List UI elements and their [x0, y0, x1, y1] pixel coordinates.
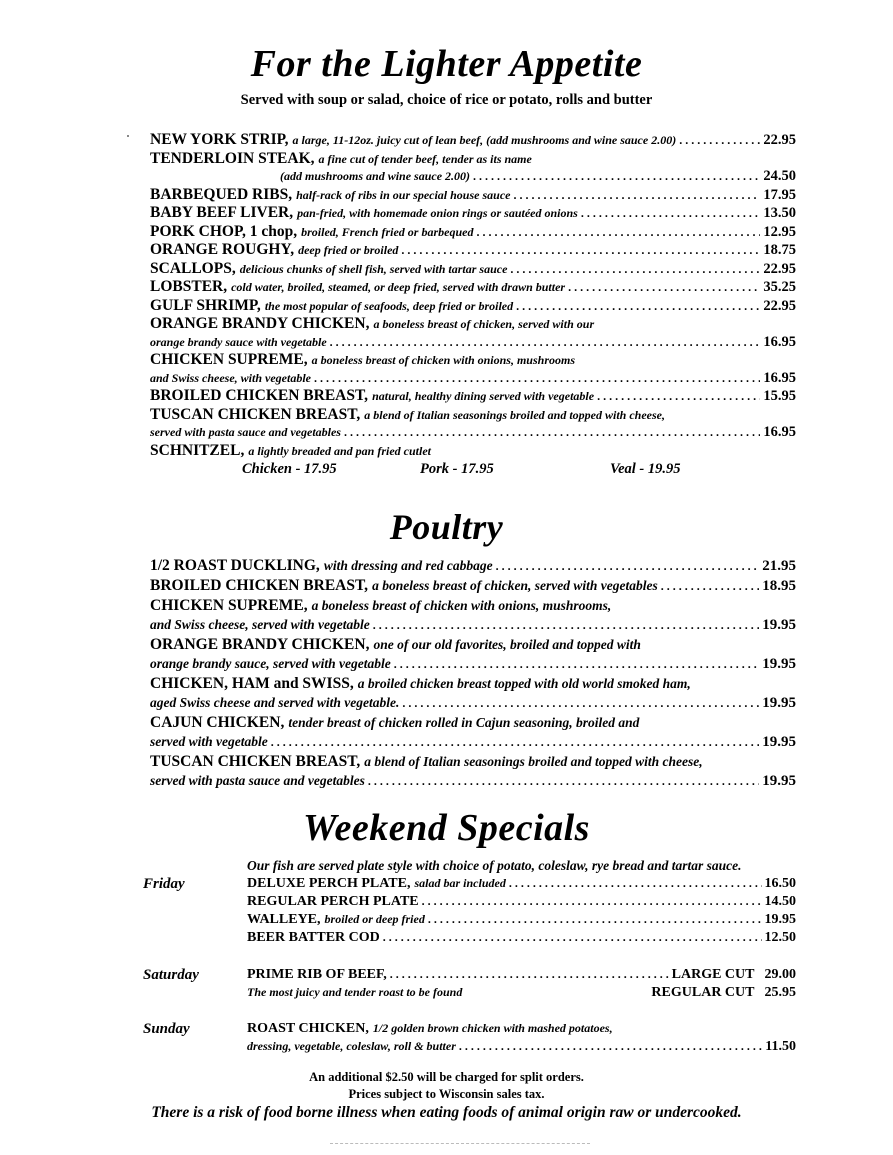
item-price: 22.95: [763, 297, 796, 314]
saturday-specials: [140, 967, 796, 1003]
menu-item: [150, 131, 796, 150]
size-label-regular: REGULAR CUT: [651, 985, 755, 1000]
item-price: 18.95: [762, 578, 796, 594]
item-name: CAJUN CHICKEN,: [150, 714, 285, 731]
item-price: 19.95: [762, 734, 796, 750]
item-name: DELUXE PERCH PLATE,: [247, 876, 411, 891]
leader-dots: [314, 370, 760, 388]
item-desc-cont: orange brandy sauce, served with vegetable: [150, 656, 391, 671]
menu-item-cont: [150, 771, 796, 791]
menu-item: [150, 635, 796, 654]
item-desc: a large, 11-12oz. juicy cut of lean beef, (add mushrooms and wine sauce 2.00): [292, 133, 677, 147]
item-name: BEER BATTER COD: [247, 930, 380, 945]
sunday-specials: [140, 1021, 796, 1057]
day-label-saturday: Saturday: [143, 967, 199, 983]
item-name: ORANGE BRANDY CHICKEN,: [150, 636, 370, 653]
item-price: 17.95: [763, 186, 796, 203]
food-risk-warning: There is a risk of food borne illness when eating foods of animal origin raw or undercooked.: [151, 1104, 742, 1121]
bottom-rule: [330, 1143, 590, 1144]
item-name: NEW YORK STRIP,: [150, 131, 289, 148]
item-name: BROILED CHICKEN BREAST,: [150, 387, 369, 404]
tax-note: Prices subject to Wisconsin sales tax.: [348, 1087, 545, 1101]
item-price-large: 29.00: [764, 967, 796, 982]
menu-item: [150, 674, 796, 693]
menu-item-cont: [150, 424, 796, 442]
size-label-large: LARGE CUT: [671, 967, 755, 982]
menu-item-cont: [150, 693, 796, 713]
menu-item: [150, 387, 796, 406]
leader-dots: [344, 424, 760, 442]
item-price: 16.95: [763, 424, 796, 440]
menu-item-schnitzel: [150, 442, 796, 461]
leader-dots: [510, 261, 760, 279]
item-name: ORANGE ROUGHY,: [150, 241, 295, 258]
item-desc: with dressing and red cabbage: [323, 558, 493, 573]
item-desc: The most juicy and tender roast to be found: [247, 985, 463, 999]
leader-dots: [476, 224, 760, 242]
menu-item: [150, 406, 796, 425]
item-price: 19.95: [762, 695, 796, 711]
item-price: 35.25: [763, 279, 796, 295]
item-price: 16.95: [763, 369, 796, 386]
section-title-poultry: Poultry: [389, 507, 504, 547]
special-row: [140, 1021, 796, 1039]
item-desc: a fine cut of tender beef, tender as its name: [318, 151, 532, 166]
item-name: BABY BEEF LIVER,: [150, 204, 294, 221]
menu-item: [150, 576, 796, 596]
item-price: 22.95: [763, 132, 796, 148]
item-desc: 1/2 golden brown chicken with mashed potatoes,: [372, 1021, 613, 1035]
day-label-sunday: Sunday: [143, 1021, 190, 1037]
item-name: PRIME RIB OF BEEF,: [247, 967, 387, 982]
item-name: TUSCAN CHICKEN BREAST,: [150, 405, 361, 423]
item-name: SCHNITZEL,: [150, 441, 245, 459]
leader-dots: [516, 298, 760, 316]
item-desc: the most popular of seafoods, deep fried or broiled: [264, 298, 514, 313]
special-row: [140, 912, 796, 930]
menu-item: [150, 752, 796, 771]
leader-dots: [568, 279, 760, 297]
leader-dots: [513, 187, 760, 205]
item-price-regular: 25.95: [764, 985, 796, 1000]
item-price: 19.95: [762, 773, 796, 789]
variant-pork: Pork - 17.95: [420, 461, 494, 477]
item-price: 12.95: [763, 223, 796, 240]
item-price: 13.50: [763, 205, 796, 221]
leader-dots: [394, 655, 760, 674]
menu-item: [150, 278, 796, 297]
item-name: LOBSTER,: [150, 278, 228, 295]
item-price: 16.95: [763, 333, 796, 350]
menu-item: [150, 186, 796, 205]
item-price: 15.95: [763, 388, 796, 404]
item-price: 19.95: [762, 656, 796, 672]
menu-item: [150, 223, 796, 242]
leader-dots: [473, 168, 760, 186]
menu-item: [150, 315, 796, 334]
item-name: ROAST CHICKEN,: [247, 1021, 369, 1036]
schnitzel-variants: [150, 460, 796, 478]
item-desc: a broiled chicken breast topped with old world smoked ham,: [357, 676, 691, 691]
item-name: CHICKEN SUPREME,: [150, 597, 308, 614]
item-name: REGULAR PERCH PLATE: [247, 894, 419, 909]
special-row: [140, 985, 796, 1003]
item-desc: natural, healthy dining served with vegetable: [372, 389, 595, 403]
item-name: BROILED CHICKEN BREAST,: [150, 577, 369, 594]
leader-dots: [373, 616, 760, 635]
variant-veal: Veal - 19.95: [610, 461, 681, 477]
item-desc-cont: orange brandy sauce with vegetable: [150, 334, 327, 349]
menu-item: [150, 556, 796, 576]
item-desc: pan-fried, with homemade onion rings or sautéed onions: [297, 206, 578, 220]
split-order-note: An additional $2.50 will be charged for split orders.: [309, 1070, 584, 1084]
item-desc: one of our old favorites, broiled and topped with: [373, 637, 641, 652]
item-desc: broiled or deep fried: [324, 912, 425, 926]
menu-item: [150, 150, 796, 169]
item-name: GULF SHRIMP,: [150, 296, 261, 314]
special-row: [140, 1039, 796, 1057]
item-desc: a boneless breast of chicken with onions, mushrooms: [311, 353, 575, 367]
item-price: 19.95: [764, 912, 796, 927]
leader-dots: [368, 772, 759, 791]
leader-dots: [383, 930, 762, 945]
special-row: [140, 967, 796, 985]
item-desc-cont: aged Swiss cheese and served with vegetable.: [150, 695, 400, 710]
weekend-intro: Our fish are served plate style with choice of potato, coleslaw, rye bread and tartar sauce.: [247, 858, 742, 873]
leader-dots: [459, 1039, 762, 1054]
item-desc-cont: and Swiss cheese, with vegetable: [150, 370, 311, 385]
friday-specials: [140, 876, 796, 948]
item-price: 18.75: [763, 242, 796, 258]
item-name: TUSCAN CHICKEN BREAST,: [150, 753, 361, 770]
item-desc: half-rack of ribs in our special house sauce: [296, 187, 511, 202]
menu-item: [150, 713, 796, 732]
item-name: ORANGE BRANDY CHICKEN,: [150, 315, 370, 332]
item-price: 11.50: [765, 1039, 796, 1054]
leader-dots: [271, 733, 760, 752]
item-name: 1/2 ROAST DUCKLING,: [150, 557, 320, 574]
special-row: [140, 876, 796, 894]
item-desc: a boneless breast of chicken, served with vegetables: [372, 578, 658, 593]
menu-item: [150, 351, 796, 370]
section-title-weekend: Weekend Specials: [303, 807, 590, 849]
menu-item-cont: [150, 334, 796, 352]
leader-dots: [422, 894, 762, 909]
item-desc: a lightly breaded and pan fried cutlet: [248, 443, 431, 458]
item-desc-cont: served with vegetable: [150, 734, 268, 749]
leader-dots: [679, 132, 760, 150]
item-price: 16.50: [764, 876, 796, 891]
poultry-menu-list: [150, 556, 796, 791]
item-desc-cont: served with pasta sauce and vegetables: [150, 425, 341, 439]
item-name: PORK CHOP, 1 chop,: [150, 222, 298, 240]
day-label-friday: Friday: [143, 876, 185, 892]
leader-dots: [661, 577, 759, 596]
item-price: 24.50: [763, 168, 796, 184]
leader-dots: [509, 876, 762, 891]
menu-item-cont: [150, 654, 796, 674]
item-desc: tender breast of chicken rolled in Cajun seasoning, broiled and: [288, 715, 640, 730]
lighter-menu-list: [150, 131, 796, 478]
item-desc-cont: served with pasta sauce and vegetables: [150, 773, 365, 788]
leader-dots: [402, 694, 759, 713]
item-desc: a blend of Italian seasonings broiled and topped with cheese,: [364, 754, 703, 769]
special-row: [140, 894, 796, 912]
menu-item: [150, 204, 796, 223]
item-desc: a boneless breast of chicken, served with our: [373, 317, 595, 331]
item-desc: delicious chunks of shell fish, served with tartar sauce: [239, 261, 508, 276]
section-title-lighter: For the Lighter Appetite: [250, 43, 643, 85]
item-desc-cont: and Swiss cheese, served with vegetable: [150, 617, 370, 632]
item-desc-cont: dressing, vegetable, coleslaw, roll & butter: [247, 1039, 456, 1053]
item-name: CHICKEN SUPREME,: [150, 351, 308, 368]
item-desc: salad bar included: [414, 876, 506, 890]
menu-item-cont: [150, 732, 796, 752]
item-desc-cont: (add mushrooms and wine sauce 2.00): [280, 169, 471, 183]
leader-dots: [401, 242, 760, 260]
item-name: WALLEYE,: [247, 912, 321, 927]
leader-dots: [597, 388, 760, 406]
item-price: 22.95: [763, 260, 796, 277]
menu-item: [150, 260, 796, 279]
menu-item-cont: [150, 370, 796, 388]
menu-item-cont: [150, 615, 796, 635]
item-desc: a boneless breast of chicken with onions, mushrooms,: [311, 598, 612, 613]
item-name: CHICKEN, HAM and SWISS,: [150, 675, 354, 692]
menu-item: [150, 241, 796, 260]
item-name: BARBEQUED RIBS,: [150, 185, 293, 203]
leader-dots: [428, 912, 762, 927]
menu-item: [150, 297, 796, 316]
variant-chicken: Chicken - 17.95: [242, 461, 337, 477]
item-price: 19.95: [762, 617, 796, 633]
section-subtitle-lighter: Served with soup or salad, choice of rice or potato, rolls and butter: [240, 92, 653, 108]
leader-dots: [390, 967, 669, 982]
scan-mark: [127, 135, 129, 137]
item-desc: cold water, broiled, steamed, or deep fried, served with drawn butter: [231, 280, 566, 294]
item-desc: deep fried or broiled: [298, 243, 399, 257]
item-price: 14.50: [764, 894, 796, 909]
item-desc: a blend of Italian seasonings broiled and topped with cheese,: [364, 407, 665, 422]
item-price: 21.95: [762, 558, 796, 574]
leader-dots: [496, 557, 760, 576]
menu-item: [150, 596, 796, 615]
menu-item-cont: [150, 168, 796, 186]
item-name: SCALLOPS,: [150, 259, 236, 277]
item-desc: broiled, French fried or barbequed: [301, 224, 474, 239]
leader-dots: [581, 205, 761, 223]
item-price: 12.50: [764, 930, 796, 945]
leader-dots: [330, 334, 761, 352]
special-row: [140, 930, 796, 948]
item-name: TENDERLOIN STEAK,: [150, 149, 315, 167]
